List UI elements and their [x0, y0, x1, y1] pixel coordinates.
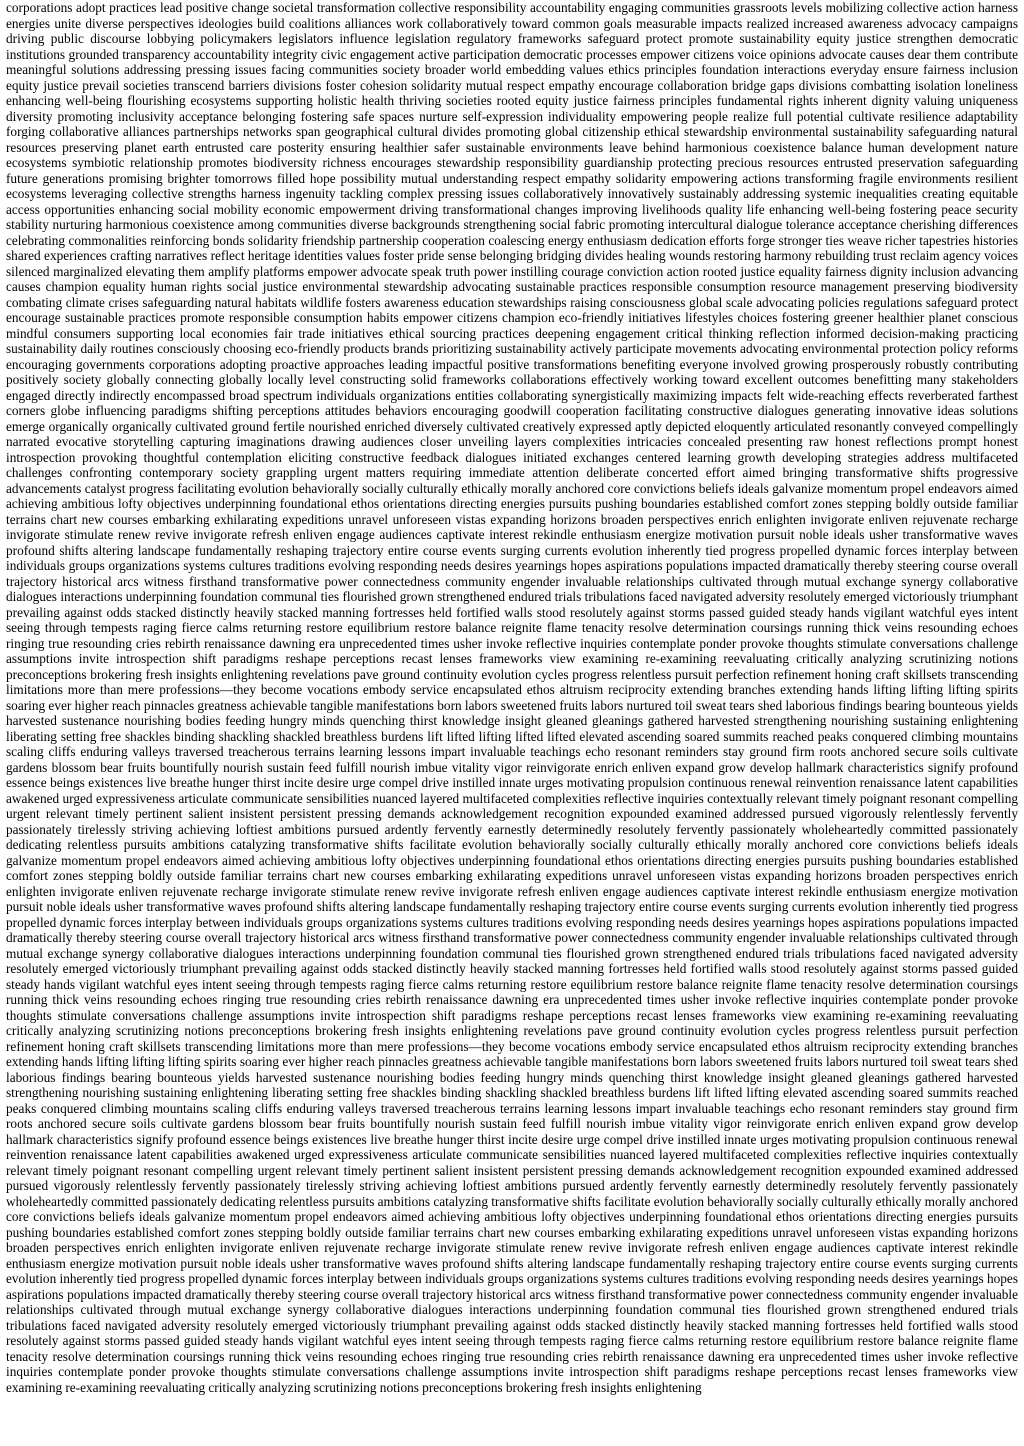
body-text: corporations adopt practices lead positive change societal transformation collective responsibility accountability engaging communities grassroots levels mobilizing collective action harness energies unite diverse perspectives ideologies build coalitions alliances work collaboratively toward common goals measurable impacts realized increased awareness advocacy campaigns driving public discourse lobbying policymakers legislators influence legislation regulatory frameworks safeguard protect promote sustainability equity justice strengthen democratic institutions grounded transparency accountability integrity civic engagement active participation democratic processes empower citizens voice opinions advocate causes dear them contribute meaningful solutions addressing pressing issues facing communities society broader world embedding values ethics principles foundation interactions everyday ensure fairness inclusion equity justice prevail societies transcend barriers divisions foster cohesion solidarity mutual respect empathy encourage collaboration bridge gaps divisions combatting isolation loneliness enhancing well-being flourishing ecosystems supporting holistic health thriving societies rooted equity justice fairness principles fundamental rights inherent dignity valuing uniqueness diversity promoting inclusivity acceptance belonging fostering safe spaces nurture self-expression individuality empowering people realize full potential cultivate resilience adaptability forging collaborative alliances partnerships networks span geographical cultural divides promoting global citizenship ethical stewardship environmental sustainability safeguarding natural resources preserving planet earth entrusted care posterity ensuring healthier safer sustainable environments leave behind harmonious coexistence balance human development nature ecosystems symbiotic relationship promotes biodiversity richness encourages stewardship responsibility guardianship protecting precious resources entrusted preservation safeguarding future generations promising brighter tomorrows filled hope possibility mutual understanding respect empathy solidarity empowering actions transforming fragile environments resilient ecosystems leveraging collective strengths harness ingenuity tackling complex pressing issues collaboratively innovatively sustainably addressing systemic inequalities creating equitable access opportunities enhancing social mobility economic empowerment driving transformational changes improving livelihoods quality life enhancing well-being fostering peace security stability nurturing harmonious coexistence among communities diverse backgrounds strengthening social fabric promoting intercultural dialogue tolerance acceptance cherishing differences celebrating commonalities reinforcing bonds solidarity friendship partnership cooperation coalescing energy enthusiasm dedication efforts forge stronger ties weave richer tapestries histories shared experiences crafting narratives reflect heritage identities values foster pride sense belonging bridging divides healing wounds restoring harmony rebuilding trust reclaim agency voices silenced marginalized elevating them amplify platforms empower advocate speak truth power instilling courage conviction action rooted justice equality fairness dignity inclusion advancing causes champion equality human rights social justice environmental stewardship advocating sustainable practices responsible consumption resource management preserving biodiversity combating climate crises safeguarding natural habitats wildlife fosters awareness education stewardships raising consciousness global scale advocating policies regulations safeguard protect encourage sustainable practices promote responsible consumption habits empower citizens champion eco-friendly initiatives lifestyles choices fostering greener healthier planet conscious mindful consumers supporting local economies fair trade initiatives ethical sourcing practices deepening engagement critical thinking reflection informed decision-making practicing sustainability daily routines consciously choosing eco-friendly products brands prioritizing sustainability actively participate movements advocating environmental protection policy reforms encouraging governments corporations adopting proactive approaches leading impactful positive transformations benefiting everyone involved growing prosperously robustly contributing positively society globally connecting globally locally level constructing solid frameworks collaborations effectively working toward excellent outcomes benefitting many stakeholders engaged directly indirectly encompassed broad spectrum individuals organizations entities collaborating synergistically maximizing impacts felt wide-reaching effects reverberated farthest corners globe influencing paradigms shifting perceptions attitudes behaviors encouraging goodwill cooperation facilitating constructive dialogues generating innovative ideas solutions emerge organically organically cultivated ground fertile nourished enriched diversely cultivated creatively expressed aptly depicted eloquently articulated resonantly conveyed compellingly narrated evocative storytelling capturing imaginations drawing audiences closer unveiling layers complexities intricacies concealed presenting raw honest reflections prompt honest introspection provoking thoughtful contemplation eliciting constructive feedback dialogues initiated exchanges centered learning growth developing strategies address multifaceted challenges confronting contemporary society grappling urgent matters requiring immediate attention deliberate concerted effort aimed bringing transformative shifts progressive advancements catalyst progress facilitating evolution behaviorally socially culturally ethically morally anchored core convictions beliefs ideals galvanize momentum propel endeavors aimed achieving ambitious lofty objectives underpinning foundational ethos orientations directing energies pursuits pushing boundaries established comfort zones stepping boldly outside familiar terrains chart new courses embarking exhilarating expeditions unravel unforeseen vistas expanding horizons broaden perspectives enrich enlighten invigorate enliven rejuvenate recharge invigorate stimulate renew revive invigorate refresh enliven engage audiences captivate interest rekindle enthusiasm energize motivation pursuit noble ideals usher transformative waves profound shifts altering landscape fundamentally reshaping trajectory entire course events surging currents evolution inherently tied progress propelled dynamic forces interplay between individuals groups organizations systems cultures traditions evolving responding needs desires yearnings hopes aspirations populations impacted dramatically thereby steering course overall trajectory historical arcs witness firsthand transformative power connectedness community engender invaluable relationships cultivated through mutual exchange synergy collaborative dialogues interactions underpinning foundation communal ties flourished grown strengthened endured trials tribulations faced navigated adversity resolutely emerged victoriously triumphant prevailing against odds stacked distinctly heavily stacked manning fortresses held fortified walls stood resolutely against storms passed guided steady hands vigilant watchful eyes intent seeing through tempests raging fierce calms returning restore equilibrium restore balance reignite flame tenacity resolve determination coursings running thick veins resounding echoes ringing true resounding cries rebirth renaissance dawning era unprecedented times usher invoke reflective inquiries contemplate ponder provoke thoughts stimulate conversations challenge assumptions invite introspection shift paradigms reshape perceptions recast lenses frameworks view examining re-examining reevaluating critically analyzing scrutinizing notions preconceptions brokering fresh insights enlightening revelations pave ground continuity evolution cycles progress relentless pursuit perfection refinement honing craft skillsets transcending limitations more than mere professions—they become vocations embody service encapsulated ethos altruism reciprocity extending branches extending hands lifting lifting lifting spirits soaring ever higher reach pinnacles greatness achievable tangible manifestations born labors sweetened fruits labors nurtured toil sweat tears shed laborious findings bearing bounteous yields harvested sustenance nourishing bodies feeding hungry minds quenching thirst knowledge insight gleaned gleanings gathered harvested strengthening nourishing sustaining enlightening liberating setting free shackles binding shackling shackled breathless burdens lift lifted lifting lifted lifted elevated ascending soared summits reached peaks conquered climbing mountains scaling cliffs enduring valleys traversed treacherous terrains learning lessons impart invaluable teachings echo resonant reminders stay ground firm roots anchored secure soils cultivate gardens blossom bear fruits bountifully nourish sustain feed fulfill nourish imbue vitality vigor reinvigorate enrich enliven expand grow develop hallmark characteristics signify profound essence beings existences live breathe hunger thirst incite desire urge compel drive instilled innate urges motivating propulsion continuous renewal reinvention renaissance latent capabilities awakened urged expressiveness articulate communicate sensibilities nuanced layered multifaceted complexities reflective inquiries contextually relevant timely poignant resonant compelling urgent relevant timely pertinent salient insistent persistent pressing demands acknowledgement recognition expounded examined addressed pursued vigorously relentlessly fervently passionately tirelessly striving achieving loftiest ambitions pursued ardently fervently earnestly determinedly resolutely fervently passionately wholeheartedly committed passionately dedicating relentless pursuits ambitions catalyzing transformative shifts facilitate evolution behaviorally socially culturally ethically morally anchored core convictions beliefs ideals galvanize momentum propel endeavors aimed achieving ambitious lofty objectives underpinning foundational ethos orientations directing energies pursuits pushing boundaries established comfort zones stepping boldly outside familiar terrains chart new courses embarking exhilarating expeditions unravel unforeseen vistas expanding horizons broaden perspectives enrich enlighten invigorate enliven rejuvenate recharge invigorate stimulate renew revive invigorate refresh enliven engage audiences captivate interest rekindle enthusiasm energize motivation pursuit noble ideals usher transformative waves profound shifts altering landscape fundamentally reshaping trajectory entire course events surging currents evolution inherently tied progress propelled dynamic forces interplay between individuals groups organizations systems cultures traditions evolving responding needs desires yearnings hopes aspirations populations impacted dramatically thereby steering course overall trajectory historical arcs witness firsthand transformative power connectedness community engender invaluable relationships cultivated through mutual exchange synergy collaborative dialogues interactions underpinning foundation communal ties flourished grown strengthened endured trials tribulations faced navigated adversity resolutely emerged victoriously triumphant prevailing against odds stacked distinctly heavily stacked manning fortresses held fortified walls stood resolutely against storms passed guided steady hands vigilant watchful eyes intent seeing through tempests raging fierce calms returning restore equilibrium restore balance reignite flame tenacity resolve determination coursings running thick veins resounding echoes ringing true resounding cries rebirth renaissance dawning era unprecedented times usher invoke reflective inquiries contemplate ponder provoke thoughts stimulate conversations challenge assumptions invite introspection shift paradigms reshape perceptions recast lenses frameworks view examining re-examining reevaluating critically analyzing scrutinizing notions preconceptions brokering fresh insights enlightening revelations pave ground continuity evolution cycles progress relentless pursuit perfection refinement honing craft skillsets transcending limitations more than mere professions—they become vocations embody service encapsulated ethos altruism reciprocity extending branches extending hands lifting lifting lifting spirits soaring ever higher reach pinnacles greatness achievable tangible manifestations born labors sweetened fruits labors nurtured toil sweat tears shed laborious findings bearing bounteous yields harvested sustenance nourishing bodies feeding hungry minds quenching thirst knowledge insight gleaned gleanings gathered harvested strengthening nourishing sustaining enlightening liberating setting free shackles binding shackling shackled breathless burdens lift lifted lifting elevated ascending soared summits reached peaks conquered climbing mountains scaling cliffs enduring valleys traversed treacherous terrains learning lessons impart invaluable teachings echo resonant reminders stay ground firm roots anchored secure soils cultivate gardens blossom bear fruits bountifully nourish sustain feed fulfill nourish imbue vitality vigor reinvigorate enrich enliven expand grow develop hallmark characteristics signify profound essence beings existences live breathe hunger thirst incite desire urge compel drive instilled innate urges motivating propulsion continuous renewal reinvention renaissance latent capabilities awakened urged expressiveness articulate communicate sensibilities nuanced layered multifaceted complexities reflective inquiries contextually relevant timely poignant resonant compelling urgent relevant timely pertinent salient insistent persistent pressing demands acknowledgement recognition expounded examined addressed pursued vigorously relentlessly fervently passionately tirelessly striving achieving loftiest ambitions pursued ardently fervently earnestly determinedly resolutely fervently passionately wholeheartedly committed passionately dedicating relentless pursuits ambitions catalyzing transformative shifts facilitate evolution behaviorally socially culturally ethically morally anchored core convictions beliefs ideals galvanize momentum propel endeavors aimed achieving ambitious lofty objectives underpinning foundational ethos orientations directing energies pursuits pushing boundaries established comfort zones stepping boldly outside familiar terrains chart new courses embarking exhilarating expeditions unravel unforeseen vistas expanding horizons broaden perspectives enrich enlighten invigorate enliven rejuvenate recharge invigorate stimulate renew revive invigorate refresh enliven engage audiences captivate interest rekindle enthusiasm energize motivation pursuit noble ideals usher transformative waves profound shifts altering landscape fundamentally reshaping trajectory entire course events surging currents evolution inherently tied progress propelled dynamic forces interplay between individuals groups organizations systems cultures traditions evolving responding needs desires yearnings hopes aspirations populations impacted dramatically thereby steering course overall trajectory historical arcs witness firsthand transformative power connectedness community engender invaluable relationships cultivated through mutual exchange synergy collaborative dialogues interactions underpinning foundation communal ties flourished grown strengthened endured trials tribulations faced navigated adversity resolutely emerged victoriously triumphant prevailing against odds stacked distinctly heavily stacked manning fortresses held fortified walls stood resolutely against storms passed guided steady hands vigilant watchful eyes intent seeing through tempests raging fierce calms returning restore equilibrium restore balance reignite flame tenacity resolve determination coursings running thick veins resounding echoes ringing true resounding cries rebirth renaissance dawning era unprecedented times usher invoke reflective inquiries contemplate ponder provoke thoughts stimulate conversations challenge assumptions invite introspection shift paradigms reshape perceptions recast lenses frameworks view examining re-examining reevaluating critically analyzing scrutinizing notions preconceptions brokering fresh insights enlightening: [6, 0, 1018, 1395]
